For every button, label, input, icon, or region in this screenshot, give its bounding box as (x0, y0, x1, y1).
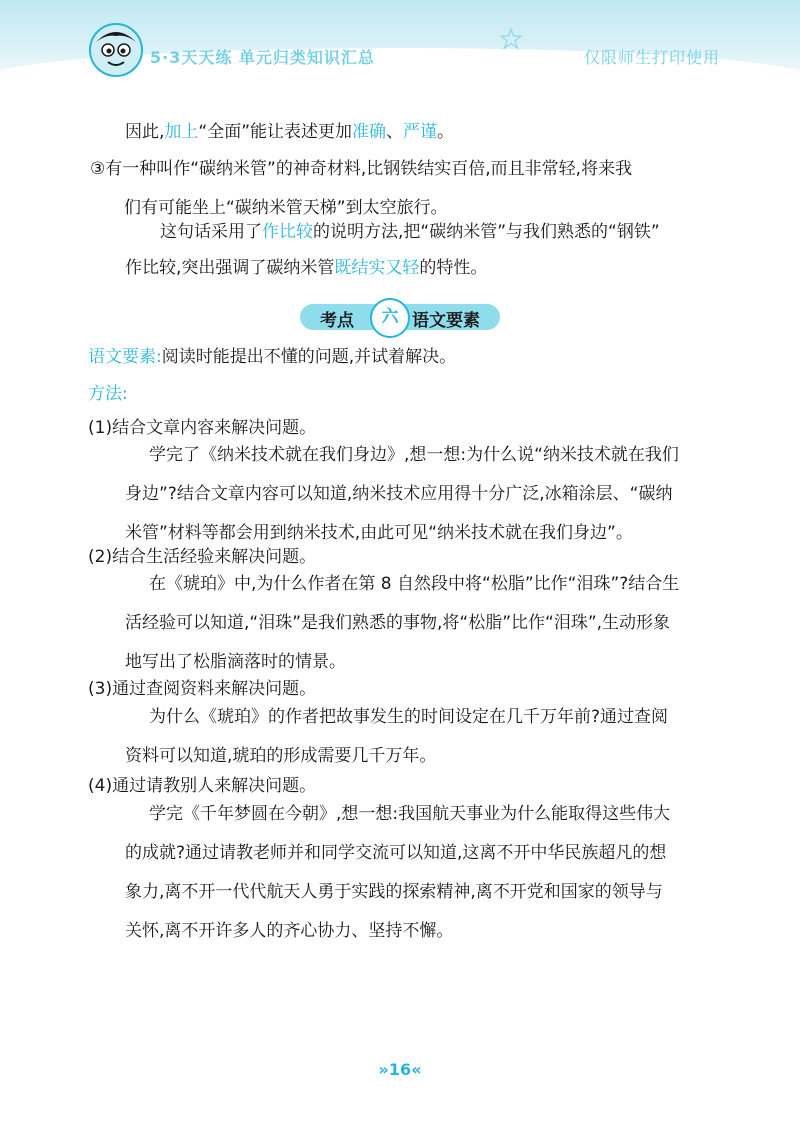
method-body (125, 802, 670, 958)
explanation-text: 作比较,突出强调了碳纳米管 (125, 258, 335, 278)
mascot-icon (86, 20, 146, 80)
highlight-text: 严谨 (403, 122, 438, 142)
method-title: (1)结合文章内容来解决问题。 (88, 418, 317, 438)
method-line: 活经验可以知道,“泪珠”是我们熟悉的事物,将“松脂”比作“泪珠”,生动形象 (125, 613, 671, 633)
method-title: (2)结合生活经验来解决问题。 (88, 547, 317, 567)
method-line: 学完《千年梦圆在今朝》,想一想:我国航天事业为什么能取得这些伟大 (149, 804, 671, 824)
method-body (125, 443, 679, 560)
method-label-line (88, 382, 128, 406)
page-number-right-arrow: « (411, 1060, 422, 1079)
page-number-value: 16 (388, 1060, 412, 1079)
method-title: (4)通过请教别人来解决问题。 (88, 776, 317, 796)
intro-text: 、 (386, 122, 404, 142)
method-title: (3)通过查阅资料来解决问题。 (88, 679, 317, 699)
highlight-text: 加上 (164, 122, 199, 142)
method-line: 的成就?通过请教老师并和同学交流可以知道,这离不开中华民族超凡的想 (125, 843, 667, 863)
method-line: 学完了《纳米技术就在我们身边》,想一想:为什么说“纳米技术就在我们 (149, 445, 679, 465)
page-number (370, 1060, 430, 1079)
element-text: 阅读时能提出不懂的问题,并试着解决。 (161, 347, 457, 367)
method-body (125, 572, 679, 689)
method-line: 地写出了松脂滴落时的情景。 (125, 652, 346, 672)
intro-line-1 (125, 120, 454, 144)
method-line: 关怀,离不开许多人的齐心协力、坚持不懈。 (125, 921, 454, 941)
explanation-line-2 (125, 256, 487, 280)
header-note: 仅限师生打印使用 (583, 48, 720, 67)
section-number-badge: 六 (370, 298, 410, 338)
highlight-text: 既结实又轻 (334, 258, 420, 278)
highlight-text: 作比较 (262, 222, 313, 242)
intro-text: 。 (437, 122, 455, 142)
method-line: 为什么《琥珀》的作者把故事发生的时间设定在几千万年前?通过查阅 (149, 707, 669, 727)
method-line: 米管”材料等都会用到纳米技术,由此可见“纳米技术就在我们身边”。 (125, 523, 633, 543)
method-line: 身边”?结合文章内容可以知道,纳米技术应用得十分广泛,冰箱涂层、“碳纳 (125, 484, 673, 504)
section-label-left: 考点 (320, 311, 354, 331)
method-line: 资料可以知道,琥珀的形成需要几千万年。 (125, 746, 437, 766)
explanation-text: 的说明方法,把“碳纳米管”与我们熟悉的“钢铁” (313, 222, 660, 242)
header-brand: 5·3天天练 单元归类知识汇总 (150, 48, 375, 67)
explanation-line-1 (160, 220, 660, 244)
intro-text: 因此, (125, 122, 165, 142)
method-label: 方法: (88, 384, 128, 404)
explanation-text: 这句话采用了 (160, 222, 262, 242)
explanation-text: 的特性。 (419, 258, 488, 278)
section-title (300, 302, 500, 332)
example-line: ③有一种叫作“碳纳米管”的神奇材料,比钢铁结实百倍,而且非常轻,将来我 (90, 159, 633, 179)
intro-text: “全面”能让表述更加 (198, 122, 353, 142)
page-number-left-arrow: » (378, 1060, 389, 1079)
method-line: 象力,离不开一代代航天人勇于实践的探索精神,离不开党和国家的领导与 (125, 882, 663, 902)
highlight-text: 准确 (352, 122, 387, 142)
section-label-right: 语文要素 (412, 311, 480, 331)
star-icon (500, 28, 522, 50)
element-label: 语文要素: (88, 347, 162, 367)
method-body (125, 705, 668, 783)
element-line (88, 345, 456, 369)
page-header (0, 0, 800, 90)
example-line: 们有可能坐上“碳纳米管天梯”到太空旅行。 (124, 198, 448, 218)
method-line: 在《琥珀》中,为什么作者在第 8 自然段中将“松脂”比作“泪珠”?结合生 (149, 574, 680, 594)
